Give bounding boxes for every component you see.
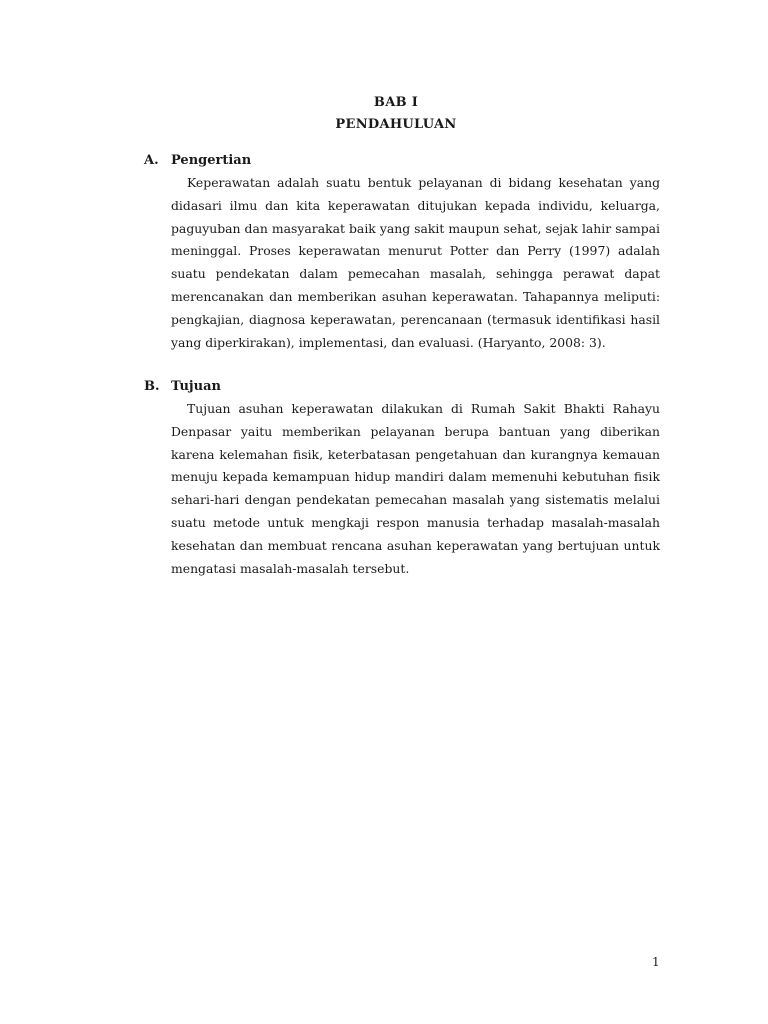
section-pengertian bbox=[144, 150, 660, 354]
section-paragraph: Keperawatan adalah suatu bentuk pelayanan di bidang kesehatan yang didasari ilmu dan kita keperawatan ditujukan kepada individu, keluarga, paguyuban dan masyarakat baik yang sakit maupun sehat, sejak lahir sampai meninggal. Proses keperawatan menurut Potter dan Perry (1997) adalah suatu pendekatan dalam pemecahan masalah, sehingga perawat dapat merencanakan dan memberikan asuhan keperawatan. Tahapannya meliputi: pengkajian, diagnosa keperawatan, perencanaan (termasuk identifikasi hasil yang diperkirakan), implementasi, dan evaluasi. (Haryanto, 2008: 3). bbox=[171, 175, 660, 350]
section-heading bbox=[144, 150, 660, 172]
section-paragraph: Tujuan asuhan keperawatan dilakukan di Rumah Sakit Bhakti Rahayu Denpasar yaitu memberikan pelayanan berupa bantuan yang diberikan karena kelemahan fisik, keterbatasan pengetahuan dan kurangnya kemauan menuju kepada kemampuan hidup mandiri dalam memenuhi kebutuhan fisik sehari-hari dengan pendekatan pemecahan masalah yang sistematis melalui suatu metode untuk mengkaji respon manusia terhadap masalah-masalah kesehatan dan membuat rencana asuhan keperawatan yang bertujuan untuk mengatasi masalah-masalah tersebut. bbox=[171, 401, 660, 576]
section-letter: A. bbox=[144, 153, 159, 168]
section-title: Pengertian bbox=[171, 153, 252, 168]
section-tujuan bbox=[144, 376, 660, 580]
chapter-label: BAB I bbox=[373, 95, 419, 110]
section-letter: B. bbox=[144, 379, 160, 394]
page-number: 1 bbox=[652, 955, 660, 969]
section-title: Tujuan bbox=[171, 379, 221, 394]
section-heading bbox=[144, 376, 660, 398]
chapter-title: PENDAHULUAN bbox=[335, 117, 457, 132]
